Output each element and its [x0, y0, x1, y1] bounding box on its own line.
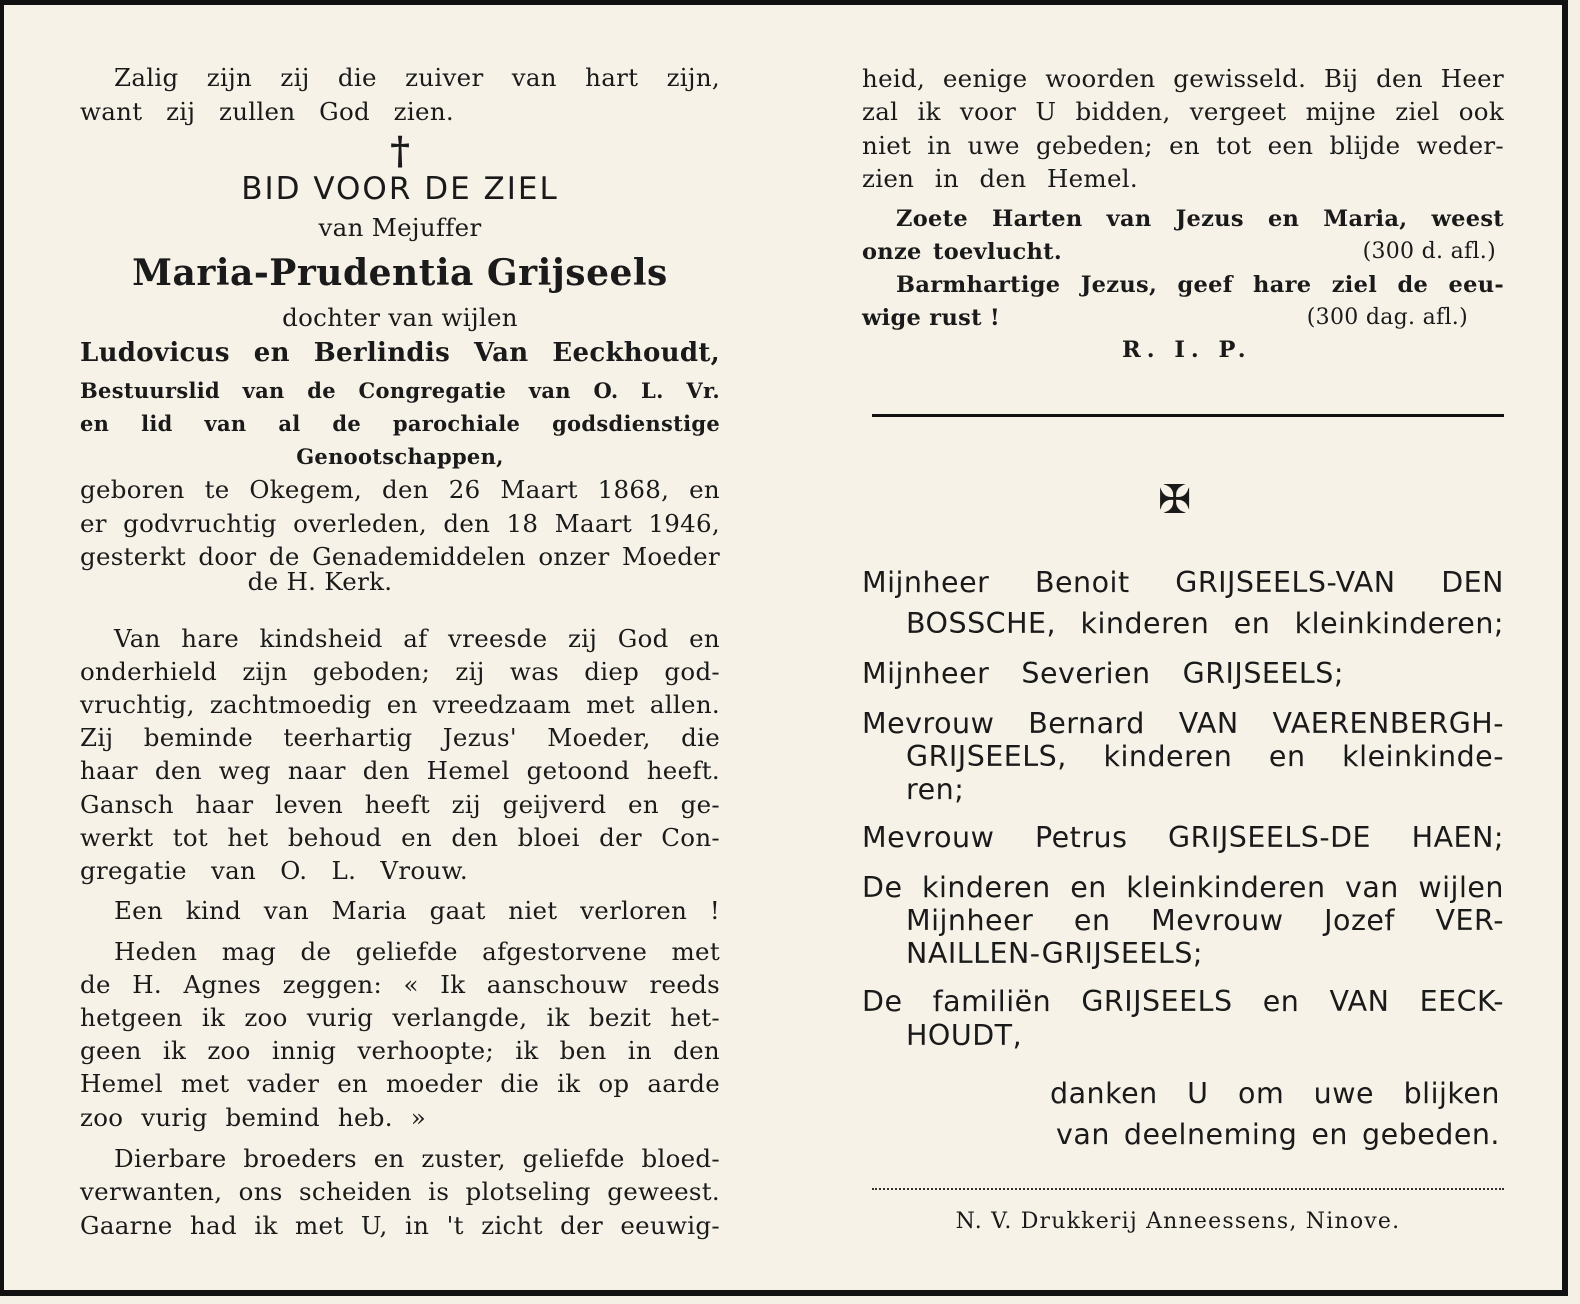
para4-line-3: Gaarne had ik met U, in 't zicht der eeuwig- [80, 1211, 720, 1240]
family-3-line-3: ren; [906, 773, 965, 806]
cont-line-1: heid, eenige woorden gewisseld. Bij den Heer [862, 64, 1504, 93]
role-line-3: Genootschappen, [296, 444, 504, 469]
prayer2-line-1: Barmhartige Jezus, geef hare ziel de eeu- [896, 272, 1504, 298]
family-3-line-1: Mevrouw Bernard VAN VAERENBERGH- [862, 707, 1504, 740]
separator-rule [872, 414, 1504, 417]
family-1-line-2: BOSSCHE, kinderen en kleinkinderen; [906, 607, 1504, 640]
prayer1-line-1: Zoete Harten van Jezus en Maria, weest [896, 206, 1504, 232]
para1-line-2: onderhield zijn geboden; zij was diep god- [80, 657, 720, 686]
birth-line-3: gesterkt door de Genademiddelen onzer Moeder [80, 542, 720, 571]
beatitude-line-1: Zalig zijn zij die zuiver van hart zijn, [114, 63, 720, 92]
prayer2-indulgence: (300 dag. afl.) [1306, 305, 1468, 330]
family-5-line-3: NAILLEN-GRIJSEELS; [906, 937, 1204, 970]
birth-line-4: de H. Kerk. [247, 567, 393, 596]
para1-line-7: werkt tot het behoud en den bloei der Con- [80, 823, 720, 852]
prayer1-indulgence: (300 d. afl.) [1362, 239, 1496, 264]
para3-line-5: Hemel met vader en moeder die ik op aarde [80, 1069, 720, 1098]
para3-line-4: geen ik zoo innig verhoopte; ik ben in den [80, 1036, 720, 1065]
para3-line-6: zoo vurig bemind heb. » [80, 1103, 426, 1132]
family-5-line-2: Mijnheer en Mevrouw Jozef VER- [906, 904, 1504, 937]
role-line-1: Bestuurslid van de Congregatie van O. L. Vr. [80, 378, 720, 403]
cont-line-3: niet in uwe gebeden; en tot een blijde weder- [862, 131, 1504, 160]
birth-line-1: geboren te Okegem, den 26 Maart 1868, en [80, 475, 720, 504]
birth-line-2: er godvruchtig overleden, den 18 Maart 1946, [80, 509, 720, 538]
family-3-line-2: GRIJSEELS, kinderen en kleinkinde- [906, 740, 1504, 773]
cont-line-2: zal ik voor U bidden, vergeet mijne ziel ook [862, 97, 1504, 126]
cont-line-4: zien in den Hemel. [862, 164, 1138, 193]
van-mejuffer: van Mejuffer [318, 213, 482, 242]
para3-line-2: de H. Agnes zeggen: « Ik aanschouw reeds [80, 970, 720, 999]
maltese-cross-icon: ✠ [1158, 477, 1192, 523]
para1-line-8: gregatie van O. L. Vrouw. [80, 856, 468, 885]
family-2-line-1: Mijnheer Severien GRIJSEELS; [862, 657, 1344, 690]
para1-line-4: Zij beminde teerhartig Jezus' Moeder, die [80, 723, 720, 752]
deceased-name: Maria-Prudentia Grijseels [132, 252, 668, 294]
prayer2-line-2: wige rust ! [862, 305, 1001, 331]
thanks-line-1: danken U om uwe blijken [1050, 1077, 1500, 1110]
family-6-line-1: De familiën GRIJSEELS en VAN EECK- [862, 985, 1504, 1018]
dotted-separator [872, 1188, 1504, 1190]
family-4-line-1: Mevrouw Petrus GRIJSEELS-DE HAEN; [862, 821, 1504, 854]
printer-imprint: N. V. Drukkerij Anneessens, Ninove. [955, 1209, 1401, 1234]
rip: R. I. P. [1122, 337, 1252, 363]
prayer1-line-2: onze toevlucht. [862, 239, 1062, 265]
para1-line-1: Van hare kindsheid af vreesde zij God en [114, 624, 720, 653]
family-6-line-2: HOUDT, [906, 1019, 1023, 1052]
para3-line-1: Heden mag de geliefde afgestorvene met [114, 937, 720, 966]
latin-cross-icon: † [390, 128, 410, 173]
para1-line-5: haar den weg naar den Hemel getoond heeft. [80, 756, 720, 785]
family-5-line-1: De kinderen en kleinkinderen van wijlen [862, 871, 1504, 904]
role-line-2: en lid van al de parochiale godsdienstige [80, 411, 720, 436]
parents-names: Ludovicus en Berlindis Van Eeckhoudt, [80, 338, 720, 368]
thanks-line-2: van deelneming en gebeden. [1056, 1118, 1500, 1151]
para3-line-3: hetgeen ik zoo vurig verlangde, ik bezit het- [80, 1003, 720, 1032]
dochter-van-wijlen: dochter van wijlen [282, 303, 518, 332]
para4-line-1: Dierbare broeders en zuster, geliefde bloed- [114, 1144, 720, 1173]
para4-line-2: verwanten, ons scheiden is plotseling geweest. [80, 1177, 720, 1206]
para1-line-3: vruchtig, zachtmoedig en vreedzaam met allen. [80, 690, 720, 719]
beatitude-line-2: want zij zullen God zien. [80, 97, 454, 126]
heading-bid-voor-de-ziel: BID VOOR DE ZIEL [241, 171, 559, 207]
family-1-line-1: Mijnheer Benoit GRIJSEELS-VAN DEN [862, 566, 1504, 599]
para2-line: Een kind van Maria gaat niet verloren ! [114, 896, 720, 925]
para1-line-6: Gansch haar leven heeft zij geijverd en ge- [80, 790, 720, 819]
